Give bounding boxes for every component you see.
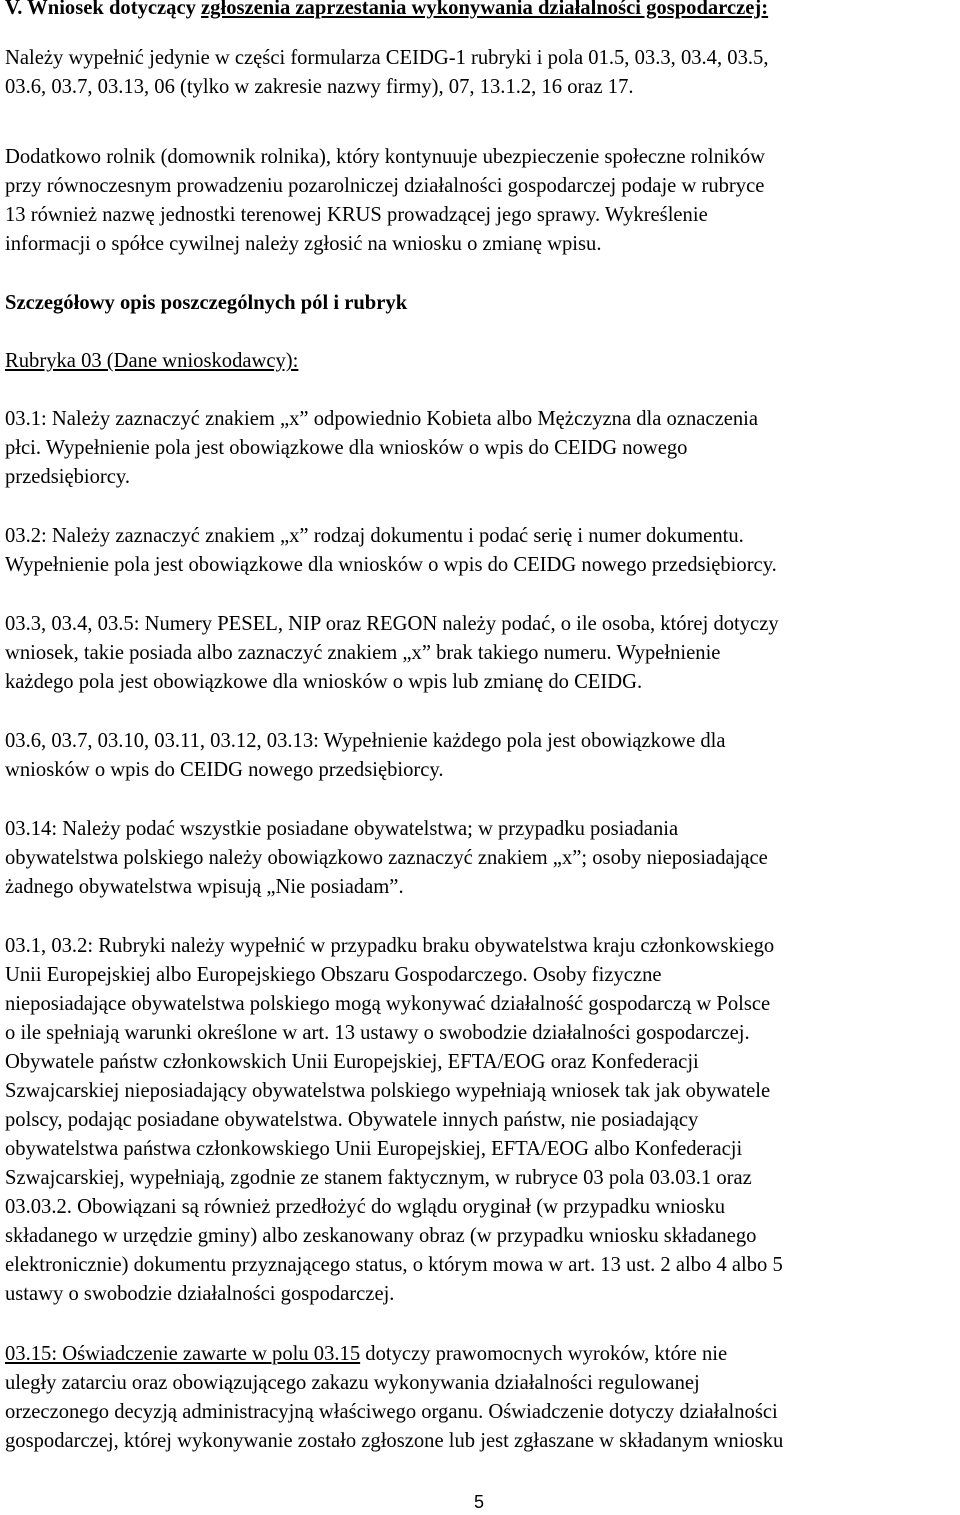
farmer-note-line-3: 13 również nazwę jednostki terenowej KRUS prowadzącej jego sprawy. Wykreślenie (5, 204, 708, 226)
field-03-15-line-3: orzeczonego decyzją administracyjną właściwego organu. Oświadczenie dotyczy działalności (5, 1401, 778, 1423)
rubric-heading: Rubryka 03 (Dane wnioskodawcy): (5, 350, 299, 372)
field-03-14-line-1: 03.14: Należy podać wszystkie posiadane obywatelstwa; w przypadku posiadania (5, 818, 679, 840)
field-03-1-2-line-4: o ile spełniają warunki określone w art. 13 ustawy o swobodzie działalności gospodarczej. (5, 1022, 750, 1044)
field-03-15-line-4: gospodarczej, której wykonywanie zostało zgłoszone lub jest zgłaszane w składanym wniosku (5, 1430, 784, 1452)
field-03-14-line-2: obywatelstwa polskiego należy obowiązkowo zaznaczyć znakiem „x”; osoby nieposiadające (5, 847, 768, 869)
section-heading-title: zgłoszenia zaprzestania wykonywania działalności gospodarczej: (201, 0, 769, 19)
field-03-1-2-line-12: elektronicznie) dokumentu przyznającego status, o którym mowa w art. 13 ust. 2 albo 4 albo 5 (5, 1254, 783, 1276)
field-03-3-line-2: wniosek, takie posiada albo zaznaczyć znakiem „x” brak takiego numeru. Wypełnienie (5, 642, 721, 664)
field-03-14-line-3: żadnego obywatelstwa wpisują „Nie posiadam”. (5, 876, 404, 898)
field-03-15-line-2: uległy zatarciu oraz obowiązującego zakazu wykonywania działalności regulowanej (5, 1372, 700, 1394)
field-03-1-2-line-2: Unii Europejskiej albo Europejskiego Obszaru Gospodarczego. Osoby fizyczne (5, 964, 662, 986)
field-03-1-2-line-6: Szwajcarskiej nieposiadający obywatelstwa polskiego wypełniają wniosek tak jak obywatele (5, 1080, 771, 1102)
intro-line-2: 03.6, 03.7, 03.13, 06 (tylko w zakresie nazwy firmy), 07, 13.1.2, 16 oraz 17. (5, 76, 634, 98)
field-03-2-line-1: 03.2: Należy zaznaczyć znakiem „x” rodzaj dokumentu i podać serię i numer dokumentu. (5, 525, 744, 547)
fields-heading: Szczegółowy opis poszczególnych pól i rubryk (5, 292, 408, 314)
field-03-1-2-line-11: składanego w urzędzie gminy) albo zeskanowany obraz (w przypadku wniosku składanego (5, 1225, 757, 1247)
field-03-15-label: 03.15: Oświadczenie zawarte w polu 03.15 (5, 1343, 361, 1365)
section-heading-number: V. Wniosek dotyczący (5, 0, 202, 19)
field-03-1-2-line-9: Szwajcarskiej, wypełniają, zgodnie ze stanem faktycznym, w rubryce 03 pola 03.03.1 oraz (5, 1167, 752, 1189)
field-03-1-2-line-1: 03.1, 03.2: Rubryki należy wypełnić w przypadku braku obywatelstwa kraju członkowskiego (5, 935, 775, 957)
field-03-6-line-2: wniosków o wpis do CEIDG nowego przedsiębiorcy. (5, 759, 444, 781)
farmer-note-line-1: Dodatkowo rolnik (domownik rolnika), który kontynuuje ubezpieczenie społeczne rolników (5, 146, 766, 168)
field-03-3-line-1: 03.3, 03.4, 03.5: Numery PESEL, NIP oraz REGON należy podać, o ile osoba, której dotyczy (5, 613, 779, 635)
field-03-15-line-1 (5, 1340, 727, 1368)
field-03-1-2-line-3: nieposiadające obywatelstwa polskiego mogą wykonywać działalność gospodarczą w Polsce (5, 993, 771, 1015)
field-03-1-line-3: przedsiębiorcy. (5, 466, 131, 488)
section-heading (5, 0, 768, 22)
field-03-1-line-2: płci. Wypełnienie pola jest obowiązkowe dla wniosków o wpis do CEIDG nowego (5, 437, 688, 459)
field-03-1-2-line-10: 03.03.2. Obowiązani są również przedłożyć do wglądu oryginał (w przypadku wniosku (5, 1196, 726, 1218)
field-03-1-2-line-13: ustawy o swobodzie działalności gospodarczej. (5, 1283, 395, 1305)
farmer-note-line-2: przy równoczesnym prowadzeniu pozarolniczej działalności gospodarczej podaje w rubryce (5, 175, 765, 197)
field-03-1-2-line-7: polscy, podając posiadane obywatelstwa. Obywatele innych państw, nie posiadający (5, 1109, 699, 1131)
field-03-15-line-1-rest: dotyczy prawomocnych wyroków, które nie (360, 1343, 728, 1365)
page-number: 5 (474, 1492, 485, 1512)
field-03-1-2-line-8: obywatelstwa państwa członkowskiego Unii Europejskiej, EFTA/EOG albo Konfederacji (5, 1138, 743, 1160)
field-03-1-line-1: 03.1: Należy zaznaczyć znakiem „x” odpowiednio Kobieta albo Mężczyzna dla oznaczenia (5, 408, 759, 430)
field-03-1-2-line-5: Obywatele państw członkowskich Unii Europejskiej, EFTA/EOG oraz Konfederacji (5, 1051, 699, 1073)
intro-line-1: Należy wypełnić jedynie w części formularza CEIDG-1 rubryki i pola 01.5, 03.3, 03.4, 03.5, (5, 47, 769, 69)
field-03-3-line-3: każdego pola jest obowiązkowe dla wniosków o wpis lub zmianę do CEIDG. (5, 671, 643, 693)
field-03-6-line-1: 03.6, 03.7, 03.10, 03.11, 03.12, 03.13: Wypełnienie każdego pola jest obowiązkowe dla (5, 730, 726, 752)
farmer-note-line-4: informacji o spółce cywilnej należy zgłosić na wniosku o zmianę wpisu. (5, 233, 602, 255)
field-03-2-line-2: Wypełnienie pola jest obowiązkowe dla wniosków o wpis do CEIDG nowego przedsiębiorcy. (5, 554, 777, 576)
